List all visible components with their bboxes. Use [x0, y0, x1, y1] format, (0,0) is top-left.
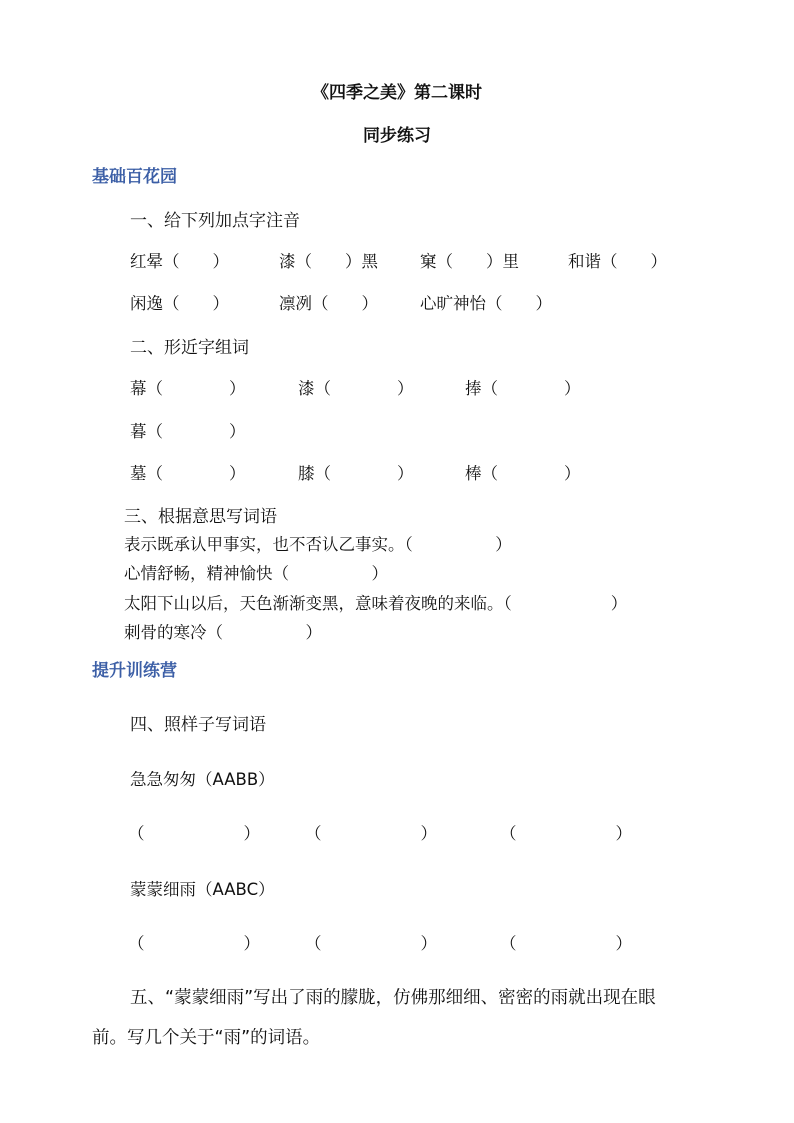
- q3-line: 表示既承认甲事实，也不否认乙事实。（ ）: [124, 535, 512, 554]
- q1-item: 红晕（ ）: [130, 252, 229, 271]
- q1-item: 心旷神怡（ ）: [420, 294, 552, 313]
- q2-heading: 二、形近字组词: [130, 338, 249, 358]
- section-advance: 提升训练营: [92, 661, 177, 681]
- q1-heading: 一、给下列加点字注音: [130, 211, 300, 231]
- q2-item: 漆（ ）: [298, 379, 414, 398]
- q4-blank: （ ）: [500, 934, 632, 953]
- page-title: 《四季之美》第二课时: [312, 83, 482, 103]
- q4-example: 蒙蒙细雨（AABC）: [130, 880, 275, 899]
- q5-line: 前。写几个关于“雨”的词语。: [92, 1028, 321, 1048]
- q1-item: 漆（ ）黑: [279, 252, 378, 271]
- q2-item: 墓（ ）: [130, 464, 246, 483]
- section-basic: 基础百花园: [92, 167, 177, 187]
- q4-blank: （ ）: [305, 934, 437, 953]
- page-subtitle: 同步练习: [363, 126, 431, 146]
- q4-example: 急急匆匆（AABB）: [130, 770, 275, 789]
- q2-item: 幕（ ）: [130, 379, 246, 398]
- q1-item: 闲逸（ ）: [130, 294, 229, 313]
- q4-blank: （ ）: [128, 934, 260, 953]
- q1-item: 凛冽（ ）: [279, 294, 378, 313]
- q4-blank: （ ）: [500, 824, 632, 843]
- q1-item: 和谐（ ）: [568, 252, 667, 271]
- q2-item: 棒（ ）: [465, 464, 581, 483]
- q2-item: 膝（ ）: [298, 464, 414, 483]
- q3-line: 刺骨的寒冷（ ）: [124, 623, 322, 642]
- q1-item: 窠（ ）里: [420, 252, 519, 271]
- q3-line: 心情舒畅，精神愉快（ ）: [124, 564, 388, 583]
- q4-blank: （ ）: [305, 824, 437, 843]
- q5-line: 五、“蒙蒙细雨”写出了雨的朦胧，仿佛那细细、密密的雨就出现在眼: [130, 988, 656, 1008]
- q4-heading: 四、照样子写词语: [130, 715, 266, 735]
- q3-heading: 三、根据意思写词语: [124, 507, 277, 527]
- q4-blank: （ ）: [128, 824, 260, 843]
- q2-item: 捧（ ）: [465, 379, 581, 398]
- q3-line: 太阳下山以后，天色渐渐变黑，意味着夜晚的来临。（ ）: [124, 594, 628, 613]
- q2-item: 暮（ ）: [130, 422, 246, 441]
